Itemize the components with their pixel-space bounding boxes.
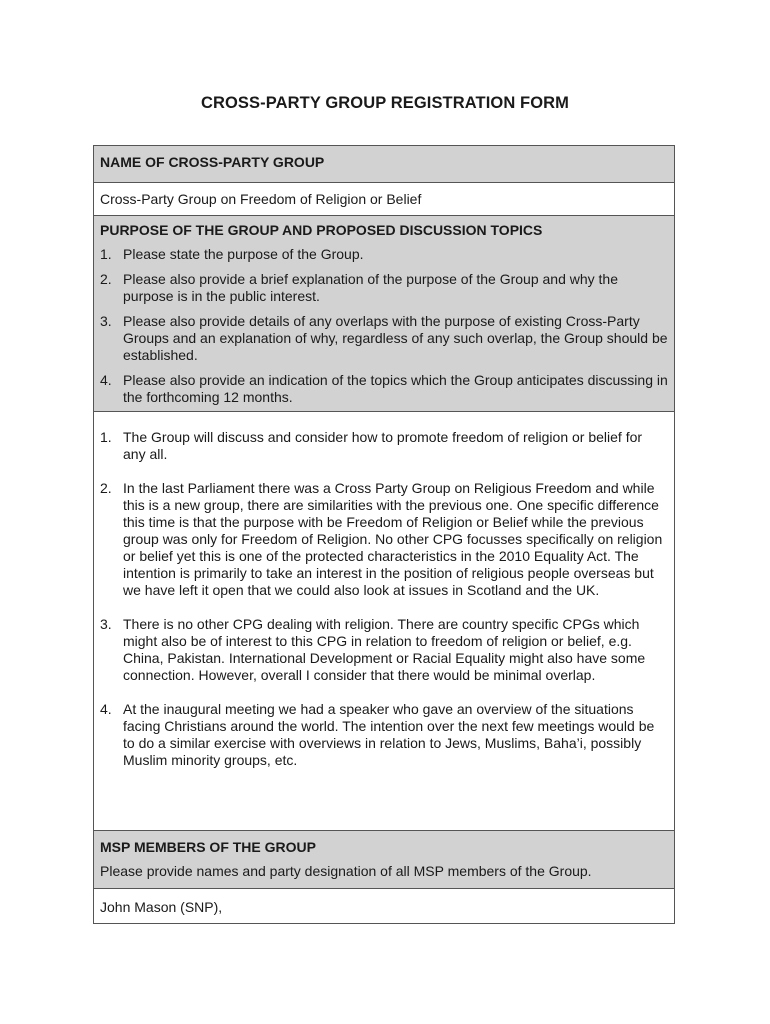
answer-number: 4. <box>100 701 112 717</box>
instruction-number: 2. <box>100 271 112 287</box>
members-instruction: Please provide names and party designation of all MSP members of the Group. <box>100 863 592 879</box>
answer-number: 2. <box>100 480 112 496</box>
answer-item <box>100 480 668 599</box>
members-header-row <box>94 830 674 888</box>
registration-form-table <box>93 145 675 924</box>
purpose-answer-row <box>94 411 674 830</box>
instruction-item <box>100 246 668 263</box>
answer-number: 3. <box>100 616 112 632</box>
instruction-text: Please also provide a brief explanation of the purpose of the Group and why the purpose is in the public interest. <box>123 271 618 304</box>
answer-text: At the inaugural meeting we had a speaker who gave an overview of the situations facing Christians around the world. The intention over the next few meetings would be to do a similar exercise with overviews in relation to Jews, Muslims, Baha’i, possibly Muslim minority groups, etc. <box>123 701 655 768</box>
group-name-header-row <box>94 146 674 182</box>
answer-text: In the last Parliament there was a Cross Party Group on Religious Freedom and while this is a new group, there are similarities with the previous one. One specific difference this time is that the purpose with be Freedom of Religion or Belief while the previous group was only for Freedom of Religion. No other CPG focusses specifically on religion or belief yet this is one of the protected characteristics in the 2010 Equality Act. The intention is primarily to take an interest in the position of religious people overseas but we have left it open that we could also look at issues in Scotland and the UK. <box>123 480 663 598</box>
members-heading: MSP MEMBERS OF THE GROUP <box>100 839 316 855</box>
group-name-value: Cross-Party Group on Freedom of Religion or Belief <box>100 191 422 207</box>
instruction-number: 1. <box>100 246 112 262</box>
answer-item <box>100 616 668 684</box>
instruction-number: 4. <box>100 372 112 388</box>
group-name-heading: NAME OF CROSS-PARTY GROUP <box>100 154 325 170</box>
form-title: CROSS-PARTY GROUP REGISTRATION FORM <box>200 94 570 112</box>
instruction-text: Please also provide an indication of the topics which the Group anticipates discussing in the forthcoming 12 months. <box>123 372 668 405</box>
purpose-header-row <box>94 215 674 411</box>
purpose-heading: PURPOSE OF THE GROUP AND PROPOSED DISCUSSION TOPICS <box>100 222 543 238</box>
instruction-item <box>100 372 668 406</box>
group-name-value-row <box>94 182 674 215</box>
answer-number: 1. <box>100 429 112 445</box>
purpose-answers-list <box>100 429 668 769</box>
answer-item <box>100 429 668 463</box>
instruction-text: Please also provide details of any overlaps with the purpose of existing Cross-Party Groups and an explanation of why, regardless of any such overlap, the Group should be established. <box>123 313 668 363</box>
instruction-text: Please state the purpose of the Group. <box>123 246 364 262</box>
instruction-number: 3. <box>100 313 112 329</box>
instruction-item <box>100 271 668 305</box>
members-value: John Mason (SNP), <box>100 899 223 915</box>
answer-item <box>100 701 668 769</box>
members-value-row <box>94 888 674 923</box>
instruction-item <box>100 313 668 364</box>
purpose-instructions-list <box>100 246 668 406</box>
answer-text: There is no other CPG dealing with religion. There are country specific CPGs which might also be of interest to this CPG in relation to freedom of religion or belief, e.g. China, Pakistan. International Development or Racial Equality might also have some connection. However, overall I consider that there would be minimal overlap. <box>123 616 646 683</box>
answer-text: The Group will discuss and consider how to promote freedom of religion or belief for any all. <box>123 429 643 462</box>
